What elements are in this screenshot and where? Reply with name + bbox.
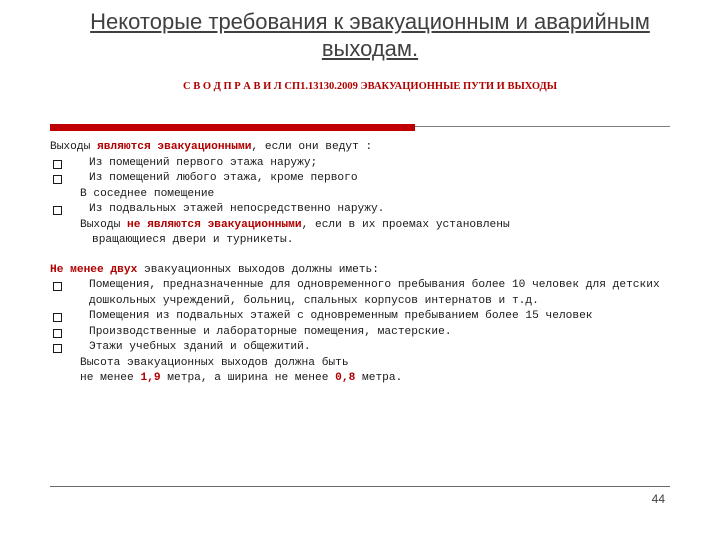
checkbox-bullet-icon <box>53 175 62 184</box>
checkbox-bullet-icon <box>53 344 62 353</box>
checkbox-bullet-icon <box>53 329 62 338</box>
list-item-text: Из подвальных этажей непосредственно наружу. <box>89 203 385 215</box>
section1-intro-prefix: Выходы <box>50 141 97 153</box>
section2-intro-highlight: Не менее двух <box>50 263 138 276</box>
checkbox-bullet-icon <box>53 313 62 322</box>
section1-intro-suffix: , если они ведут : <box>251 141 373 153</box>
height-value: 1,9 <box>140 372 161 384</box>
list-item <box>50 340 670 356</box>
section1-negative-suffix: , если в их проемах установлены <box>301 218 510 231</box>
list-item <box>50 171 670 187</box>
section1-negative-prefix: Выходы <box>80 218 127 231</box>
list-item <box>50 202 670 218</box>
list-item <box>50 309 670 325</box>
section1-negative-line2: вращающиеся двери и турникеты. <box>92 234 294 246</box>
section2-intro-suffix: эвакуационных выходов должны иметь: <box>137 263 379 276</box>
checkbox-bullet-icon <box>53 206 62 215</box>
height-mid: метра, а ширина не менее <box>160 372 336 384</box>
subtitle: С В О Д П Р А В И Л СП1.13130.2009 ЭВАКУАЦИОННЫЕ ПУТИ И ВЫХОДЫ <box>182 81 558 92</box>
list-item <box>50 156 670 172</box>
list-item-text: Помещения из подвальных этажей с одновременным пребыванием более 15 человек <box>89 310 593 322</box>
list-item <box>50 278 670 309</box>
gray-divider <box>415 126 670 127</box>
checkbox-bullet-icon <box>53 160 62 169</box>
height-suffix: метра. <box>355 372 403 384</box>
content-body <box>50 140 670 387</box>
section1-intro <box>50 140 670 156</box>
page-number: 44 <box>651 492 665 506</box>
list-item-text: Этажи учебных зданий и общежитий. <box>89 341 311 353</box>
height-requirement-line2 <box>50 371 670 387</box>
section1-intro-highlight: являются эвакуационными <box>97 141 252 153</box>
list-item-text: Помещения, предназначенные для одновременного пребывания более 10 человек для детских дошкольных учреждений, больниц, спальных корпусов интернатов и т.д. <box>89 279 660 307</box>
checkbox-bullet-icon <box>53 282 62 291</box>
list-item <box>50 325 670 341</box>
red-divider <box>50 124 415 131</box>
bottom-divider <box>50 486 670 487</box>
height-prefix: не менее <box>80 372 141 384</box>
list-item-text: Из помещений любого этажа, кроме первого <box>89 172 358 184</box>
section2-intro <box>50 263 670 279</box>
width-value: 0,8 <box>335 372 356 384</box>
section1-negative <box>50 218 670 234</box>
section1-negative-highlight: не являются эвакуационными <box>127 218 302 231</box>
page-title: Некоторые требования к эвакуационным и аварийным выходам. <box>90 9 650 61</box>
height-requirement-line1: Высота эвакуационных выходов должна быть <box>80 356 349 369</box>
list-item-continuation: В соседнее помещение <box>80 187 215 200</box>
list-item-text: Из помещений первого этажа наружу; <box>89 156 318 169</box>
list-item-text: Производственные и лабораторные помещения, мастерские. <box>89 325 452 338</box>
